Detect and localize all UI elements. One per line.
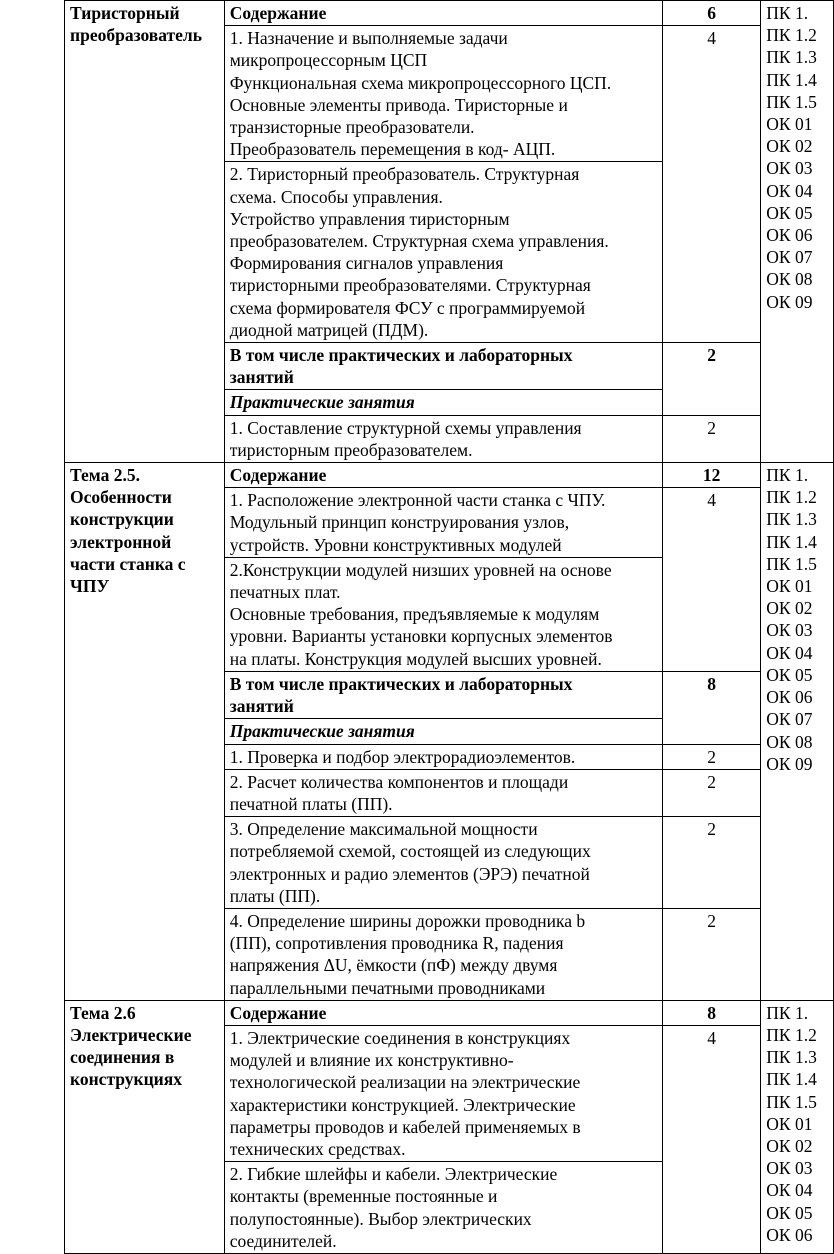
practice-item-line: 1. Проверка и подбор электрорадиоэлементов. — [229, 746, 576, 767]
competency-code: ПК 1.5 — [766, 91, 817, 112]
practice-included-hours: 2 — [662, 343, 760, 416]
practice-item-line: 3. Определение максимальной мощности — [229, 819, 538, 840]
competency-code: ОК 01 — [766, 1113, 813, 1134]
competency-code: ОК 02 — [766, 136, 813, 157]
practice-included-label — [224, 343, 662, 390]
practice-item-hours: 2 — [662, 415, 760, 462]
content-item-line: модулей и влияние их конструктивно- — [229, 1050, 514, 1071]
content-item-line: Устройство управления тиристорным — [229, 208, 510, 229]
topic-title-line: преобразователь — [70, 25, 202, 46]
competency-code: ОК 03 — [766, 620, 813, 641]
content-item-line: контакты (временные постоянные и — [229, 1186, 498, 1207]
practice-item — [224, 908, 662, 1000]
content-item-line: схема. Способы управления. — [229, 186, 443, 207]
competency-code: ОК 05 — [766, 664, 813, 685]
competency-code: ПК 1. — [766, 1002, 809, 1023]
competency-code: ПК 1.5 — [766, 553, 817, 574]
content-item-line: Модульный принцип конструирования узлов, — [229, 512, 570, 533]
content-item-line: Формирования сигналов управления — [229, 253, 504, 274]
practice-item-line: (ПП), сопротивления проводника R, падения — [229, 933, 564, 954]
competency-code: ПК 1.3 — [766, 509, 817, 530]
competencies-cell — [761, 1, 834, 463]
practice-item-hours: 2 — [662, 817, 760, 909]
competency-code: ПК 1.2 — [766, 25, 817, 46]
competency-code: ПК 1.2 — [766, 1024, 817, 1045]
topic-title-line: электронной — [70, 531, 172, 552]
competency-code: ОК 09 — [766, 753, 813, 774]
competency-code: ПК 1.2 — [766, 487, 817, 508]
content-item-line: параметры проводов и кабелей применяемых в — [229, 1116, 581, 1137]
competency-code: ПК 1. — [766, 3, 809, 23]
content-item-line: схема формирователя ФСУ с программируемой — [229, 297, 586, 318]
content-item-line: 1. Расположение электронной части станка с ЧПУ. — [229, 490, 606, 511]
competency-code: ОК 01 — [766, 114, 813, 135]
topic-title-line: Тема 2.5. — [70, 465, 140, 486]
content-item-line: 1. Электрические соединения в конструкциях — [229, 1027, 571, 1048]
practice-item-hours: 2 — [662, 769, 760, 816]
practice-item-hours: 2 — [662, 744, 760, 769]
content-item — [224, 1025, 662, 1161]
competency-code: ПК 1.4 — [766, 1069, 817, 1090]
topic-header-row — [65, 463, 834, 488]
competency-code: ПК 1. — [766, 465, 809, 486]
competency-code: ОК 04 — [766, 1180, 813, 1201]
topic-title-line: соединения в — [70, 1047, 175, 1068]
items-hours: 4 — [662, 1025, 760, 1253]
competency-code: ПК 1.4 — [766, 531, 817, 552]
competency-code: ОК 06 — [766, 1224, 813, 1245]
hours-total: 12 — [662, 463, 760, 488]
content-item — [224, 557, 662, 671]
competency-code: ОК 02 — [766, 598, 813, 619]
competency-code: ОК 05 — [766, 202, 813, 223]
competency-code: ПК 1.5 — [766, 1091, 817, 1112]
competency-code: ПК 1.3 — [766, 1047, 817, 1068]
competency-code: ОК 03 — [766, 158, 813, 179]
content-item-line: характеристики конструкцией. Электрические — [229, 1094, 576, 1115]
competency-code: ОК 06 — [766, 225, 813, 246]
practice-included-line: занятий — [229, 367, 294, 388]
content-item-line: Функциональная схема микропроцессорного ЦСП. — [229, 72, 612, 93]
content-item-line: печатных плат. — [229, 582, 341, 603]
practice-included-hours: 8 — [662, 671, 760, 744]
competency-code: ОК 06 — [766, 687, 813, 708]
content-item-line: 1. Назначение и выполняемые задачи — [229, 28, 508, 49]
practice-item-line: напряжения ΔU, ёмкости (пФ) между двумя — [229, 955, 558, 976]
content-item — [224, 26, 662, 162]
content-item-line: Основные элементы привода. Тиристорные и — [229, 94, 568, 115]
competency-code: ОК 03 — [766, 1158, 813, 1179]
practice-item-line: тиристорным преобразователем. — [229, 439, 473, 460]
content-item-line: соединителей. — [229, 1230, 337, 1251]
practice-item-line: платы (ПП). — [229, 885, 321, 906]
content-item-line: тиристорными преобразователями. Структурная — [229, 275, 591, 296]
competency-code: ОК 04 — [766, 642, 813, 663]
topic-title-line: конструкции — [70, 509, 174, 530]
practice-item-line: электронных и радио элементов (ЭРЭ) печатной — [229, 863, 590, 884]
content-item-line: 2. Тиристорный преобразователь. Структурная — [229, 164, 580, 185]
practice-item-line: 1. Составление структурной схемы управления — [229, 417, 582, 438]
items-hours: 4 — [662, 26, 760, 343]
practice-item — [224, 817, 662, 909]
practice-included-line: В том числе практических и лабораторных — [229, 673, 573, 694]
competency-code: ОК 04 — [766, 180, 813, 201]
content-item-line: полупостоянные). Выбор электрических — [229, 1208, 532, 1229]
curriculum-table — [64, 0, 834, 1254]
content-item-line: диодной матрицей (ПДМ). — [229, 319, 429, 340]
content-item-line: преобразователем. Структурная схема управления. — [229, 231, 609, 252]
document-page — [64, 0, 817, 1251]
practice-item-line: параллельными печатными проводниками — [229, 977, 546, 998]
content-label: Содержание — [224, 1000, 662, 1025]
topic-title-line: конструкциях — [70, 1069, 182, 1090]
topic-title-line: ЧПУ — [70, 576, 110, 597]
practice-included-line: занятий — [229, 696, 294, 717]
content-item-line: 2.Конструкции модулей низших уровней на основе — [229, 559, 612, 580]
competency-code: ОК 07 — [766, 247, 813, 268]
competency-code: ОК 05 — [766, 1202, 813, 1223]
content-item-line: Преобразователь перемещения в код- АЦП. — [229, 139, 556, 160]
practice-item — [224, 769, 662, 816]
topic-title-cell — [65, 1000, 225, 1253]
practice-item-line: потребляемой схемой, состоящей из следующих — [229, 841, 591, 862]
practice-item — [224, 415, 662, 462]
hours-total: 6 — [662, 1, 760, 26]
topic-header-row — [65, 1000, 834, 1025]
topic-title-line: Тема 2.6 — [70, 1002, 136, 1023]
practice-item-line: 4. Определение ширины дорожки проводника b — [229, 910, 586, 931]
content-item-line: Основные требования, предъявляемые к модулям — [229, 604, 600, 625]
competency-code: ПК 1.3 — [766, 47, 817, 68]
content-item — [224, 488, 662, 558]
topic-title-line: части станка с — [70, 553, 186, 574]
competency-code: ОК 01 — [766, 576, 813, 597]
hours-total: 8 — [662, 1000, 760, 1025]
content-item — [224, 162, 662, 343]
practice-included-line: В том числе практических и лабораторных — [229, 345, 573, 366]
topic-title-line: Тиристорный — [70, 3, 180, 23]
content-label: Содержание — [224, 1, 662, 26]
content-item-line: технологической реализации на электрические — [229, 1072, 581, 1093]
content-item-line: устройств. Уровни конструктивных модулей — [229, 534, 562, 555]
competencies-cell — [761, 1000, 834, 1253]
topic-title-cell — [65, 1, 225, 463]
content-label: Содержание — [224, 463, 662, 488]
topic-title-cell — [65, 463, 225, 1001]
content-item-line: технических средствах. — [229, 1138, 406, 1159]
practice-item-line: печатной платы (ПП). — [229, 793, 393, 814]
competency-code: ОК 08 — [766, 269, 813, 290]
competency-code: ПК 1.4 — [766, 69, 817, 90]
content-item-line: уровни. Варианты установки корпусных элементов — [229, 626, 613, 647]
practice-item — [224, 744, 662, 769]
content-item — [224, 1162, 662, 1254]
topic-title-line: Особенности — [70, 487, 172, 508]
content-item-line: на платы. Конструкция модулей высших уровней. — [229, 648, 602, 669]
practice-item-line: 2. Расчет количества компонентов и площади — [229, 771, 569, 792]
practice-item-hours: 2 — [662, 908, 760, 1000]
content-item-line: транзисторные преобразователи. — [229, 117, 475, 138]
competency-code: ОК 08 — [766, 731, 813, 752]
practice-label: Практические занятия — [224, 719, 662, 744]
practice-label: Практические занятия — [224, 390, 662, 415]
content-item-line: 2. Гибкие шлейфы и кабели. Электрические — [229, 1164, 558, 1185]
competency-code: ОК 02 — [766, 1135, 813, 1156]
competency-code: ОК 07 — [766, 709, 813, 730]
items-hours: 4 — [662, 488, 760, 672]
topic-title-line: Электрические — [70, 1024, 192, 1045]
competency-code: ОК 09 — [766, 291, 813, 312]
topic-header-row — [65, 1, 834, 26]
competencies-cell — [761, 463, 834, 1001]
content-item-line: микропроцессорным ЦСП — [229, 50, 428, 71]
practice-included-label — [224, 671, 662, 718]
